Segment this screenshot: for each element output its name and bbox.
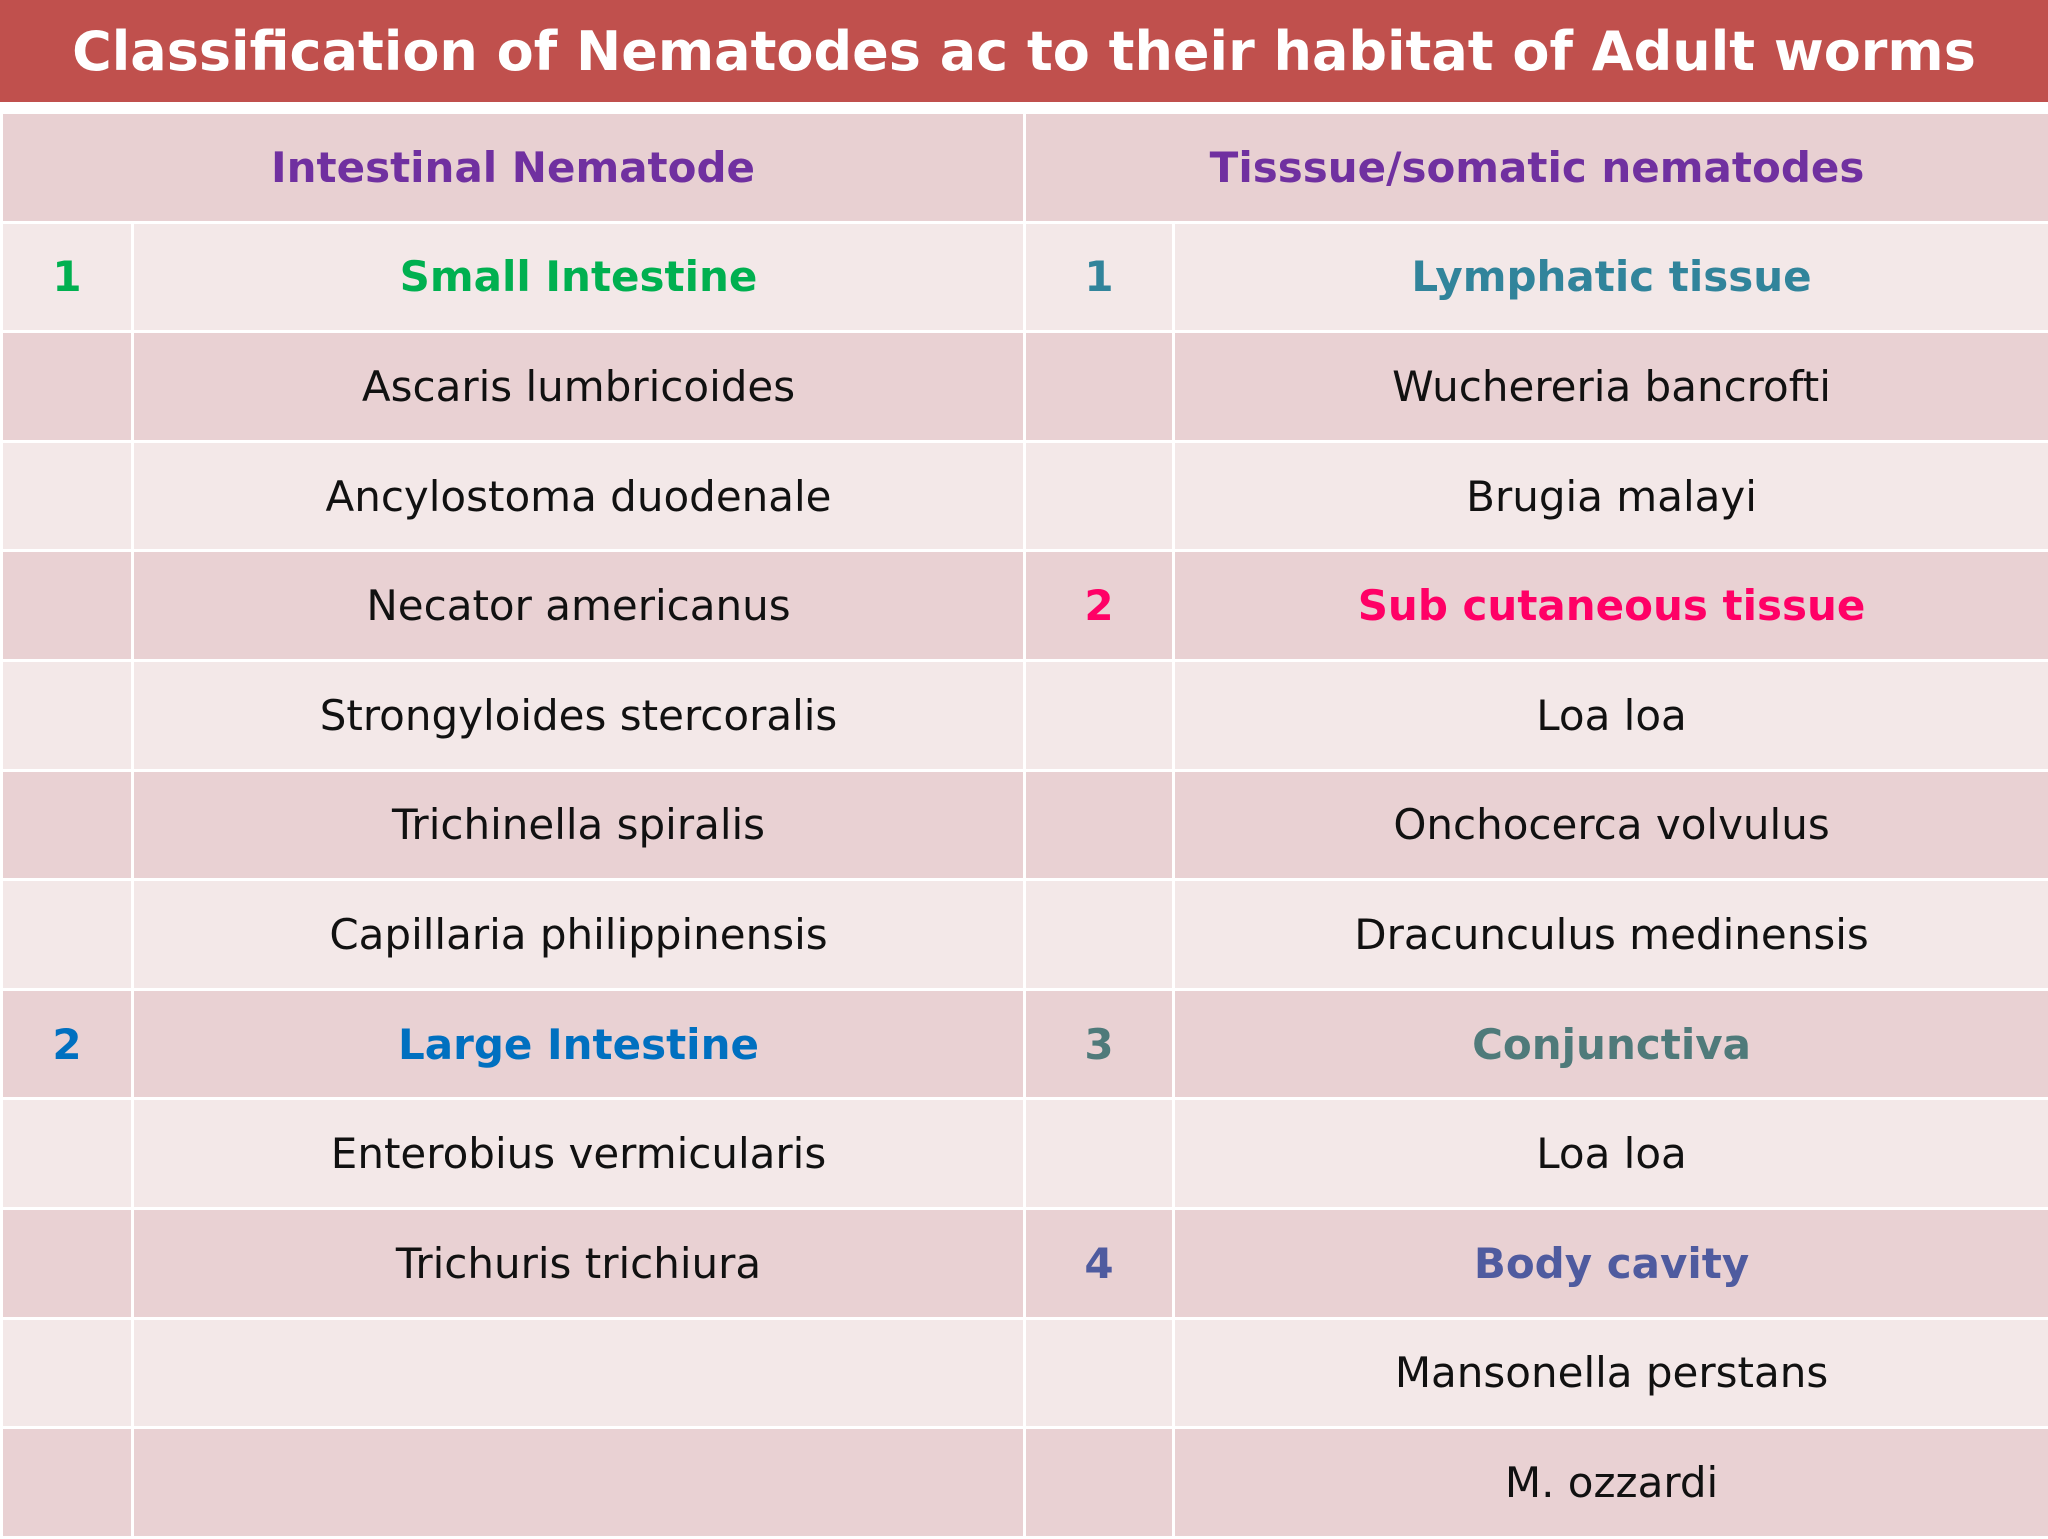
right-number xyxy=(1025,660,1174,770)
left-number xyxy=(2,770,133,880)
right-number: 2 xyxy=(1025,551,1174,661)
right-number xyxy=(1025,770,1174,880)
left-number xyxy=(2,441,133,551)
left-number xyxy=(2,1318,133,1428)
right-text: Brugia malayi xyxy=(1174,441,2048,551)
left-text: Ascaris lumbricoides xyxy=(133,332,1025,442)
right-text: Loa loa xyxy=(1174,1099,2048,1209)
left-text: Small Intestine xyxy=(133,222,1025,332)
left-number xyxy=(2,1208,133,1318)
right-number xyxy=(1025,880,1174,990)
classification-table xyxy=(0,111,2048,1539)
left-number: 1 xyxy=(2,222,133,332)
left-text: Enterobius vermicularis xyxy=(133,1099,1025,1209)
right-number xyxy=(1025,1428,1174,1538)
table-row xyxy=(2,1099,2048,1209)
right-text: Mansonella perstans xyxy=(1174,1318,2048,1428)
header-row xyxy=(2,113,2048,223)
right-text: M. ozzardi xyxy=(1174,1428,2048,1538)
left-number xyxy=(2,1099,133,1209)
right-number: 4 xyxy=(1025,1208,1174,1318)
left-text: Necator americanus xyxy=(133,551,1025,661)
table-row xyxy=(2,1428,2048,1538)
right-text: Body cavity xyxy=(1174,1208,2048,1318)
left-number: 2 xyxy=(2,989,133,1099)
right-number xyxy=(1025,441,1174,551)
right-text: Sub cutaneous tissue xyxy=(1174,551,2048,661)
left-number xyxy=(2,551,133,661)
right-text: Onchocerca volvulus xyxy=(1174,770,2048,880)
right-number: 3 xyxy=(1025,989,1174,1099)
table-row xyxy=(2,989,2048,1099)
table-row xyxy=(2,1318,2048,1428)
left-text: Trichuris trichiura xyxy=(133,1208,1025,1318)
table-row xyxy=(2,222,2048,332)
left-text: Large Intestine xyxy=(133,989,1025,1099)
table-row xyxy=(2,660,2048,770)
table-row xyxy=(2,441,2048,551)
left-text: Trichinella spiralis xyxy=(133,770,1025,880)
right-text: Lymphatic tissue xyxy=(1174,222,2048,332)
right-number xyxy=(1025,1318,1174,1428)
right-text: Loa loa xyxy=(1174,660,2048,770)
left-text: Capillaria philippinensis xyxy=(133,880,1025,990)
right-number xyxy=(1025,1099,1174,1209)
table-body xyxy=(2,113,2048,1538)
right-text: Wuchereria bancrofti xyxy=(1174,332,2048,442)
header-intestinal: Intestinal Nematode xyxy=(2,113,1025,223)
left-text: Strongyloides stercoralis xyxy=(133,660,1025,770)
left-text: Ancylostoma duodenale xyxy=(133,441,1025,551)
table-row xyxy=(2,1208,2048,1318)
left-text xyxy=(133,1428,1025,1538)
page-title: Classification of Nematodes ac to their habitat of Adult worms xyxy=(72,20,1976,83)
left-number xyxy=(2,332,133,442)
header-tissue: Tisssue/somatic nematodes xyxy=(1025,113,2048,223)
table-row xyxy=(2,770,2048,880)
title-bar xyxy=(0,0,2048,106)
left-text xyxy=(133,1318,1025,1428)
right-text: Dracunculus medinensis xyxy=(1174,880,2048,990)
table-row xyxy=(2,332,2048,442)
right-text: Conjunctiva xyxy=(1174,989,2048,1099)
left-number xyxy=(2,880,133,990)
table-row xyxy=(2,880,2048,990)
right-number xyxy=(1025,332,1174,442)
table-row xyxy=(2,551,2048,661)
right-number: 1 xyxy=(1025,222,1174,332)
left-number xyxy=(2,1428,133,1538)
left-number xyxy=(2,660,133,770)
